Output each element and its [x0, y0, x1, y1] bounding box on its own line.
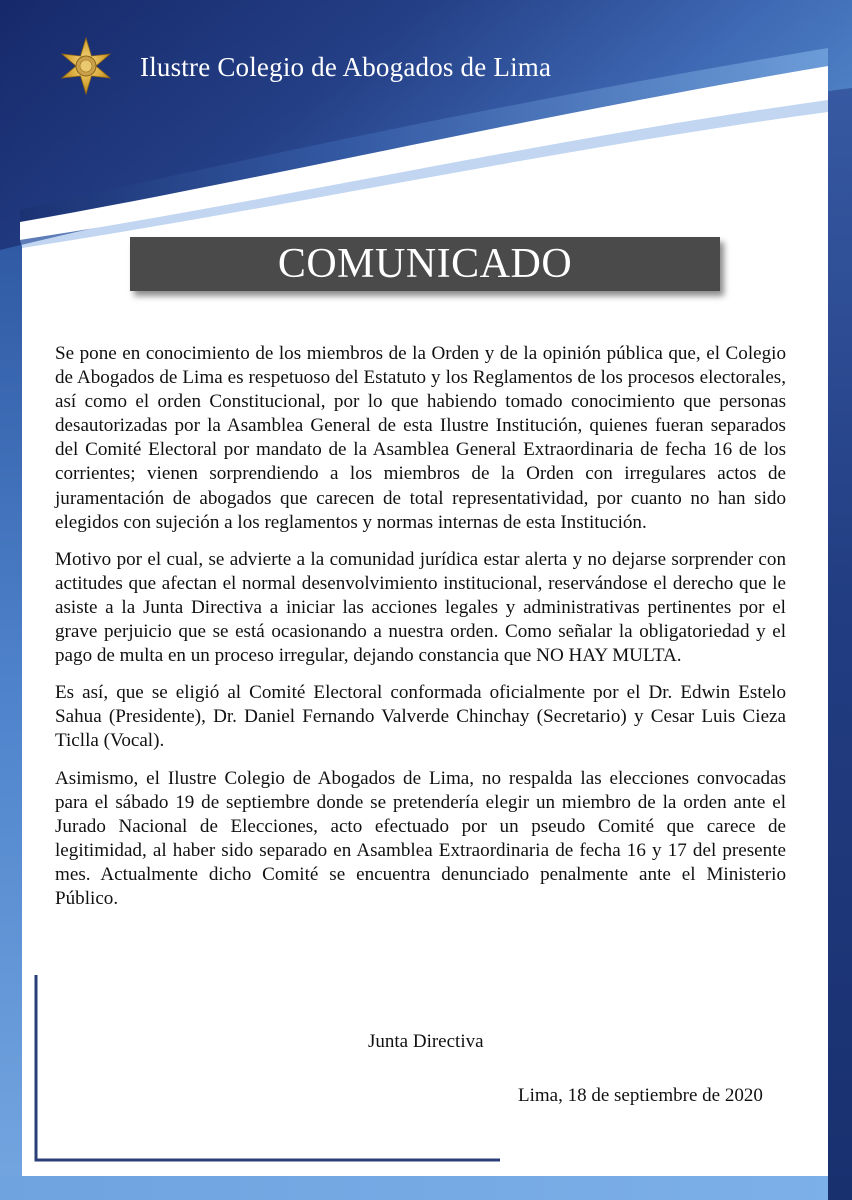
paragraph: Motivo por el cual, se advierte a la comunidad jurídica estar alerta y no dejarse sorprender con actitudes que afectan el normal desenvolvimiento institucional, reservándose el derecho que le asiste a la Junta Directiva a iniciar las acciones legales y administrativas pertinentes por el grave perjuicio que se está ocasionando a nuestra orden. Como señalar la obligatoriedad y el pago de multa en un proceso irregular, dejando constancia que NO HAY MULTA. [55, 548, 786, 667]
signer: Junta Directiva [368, 1031, 484, 1052]
organization-name: Ilustre Colegio de Abogados de Lima [140, 52, 552, 82]
document-title: COMUNICADO [277, 241, 573, 287]
paragraph: Es así, que se eligió al Comité Electoral conformada oficialmente por el Dr. Edwin Estelo Sahua (Presidente), Dr. Daniel Fernando Valverde Chinchay (Secretario) y Cesar Luis Cieza Ticlla (Vocal). [55, 682, 786, 752]
paragraph: Se pone en conocimiento de los miembros de la Orden y de la opinión pública que, el Colegio de Abogados de Lima es respetuoso del Estatuto y los Reglamentos de los procesos electorales, así como el orden Constitucional, por lo que habiendo tomado conocimiento que personas desautorizadas por la Asamblea General de esta Ilustre Institución, quienes fueran separados del Comité Electoral por mandato de la Asamblea General Extraordinaria de fecha 16 de los corrientes; vienen sorprendiendo a los miembros de la Orden con irregulares actos de juramentación de abogados que carecen de total representatividad, por cuanto no han sido elegidos con sujeción a los reglamentos y normas internas de esta Institución. [55, 343, 786, 533]
gold-star-seal-icon [56, 36, 116, 96]
title-banner [130, 237, 720, 291]
paragraph: Asimismo, el Ilustre Colegio de Abogados de Lima, no respalda las elecciones convocadas para el sábado 19 de septiembre donde se pretendería elegir un miembro de la orden ante el Jurado Nacional de Elecciones, acto efectuado por un pseudo Comité que carece de legitimidad, al haber sido separado en Asamblea Extraordinaria de fecha 16 y 17 del presente mes. Actualmente dicho Comité se encuentra denunciado penalmente ante el Ministerio Público. [55, 767, 786, 909]
place-date: Lima, 18 de septiembre de 2020 [518, 1085, 763, 1106]
communique-body [55, 342, 786, 924]
